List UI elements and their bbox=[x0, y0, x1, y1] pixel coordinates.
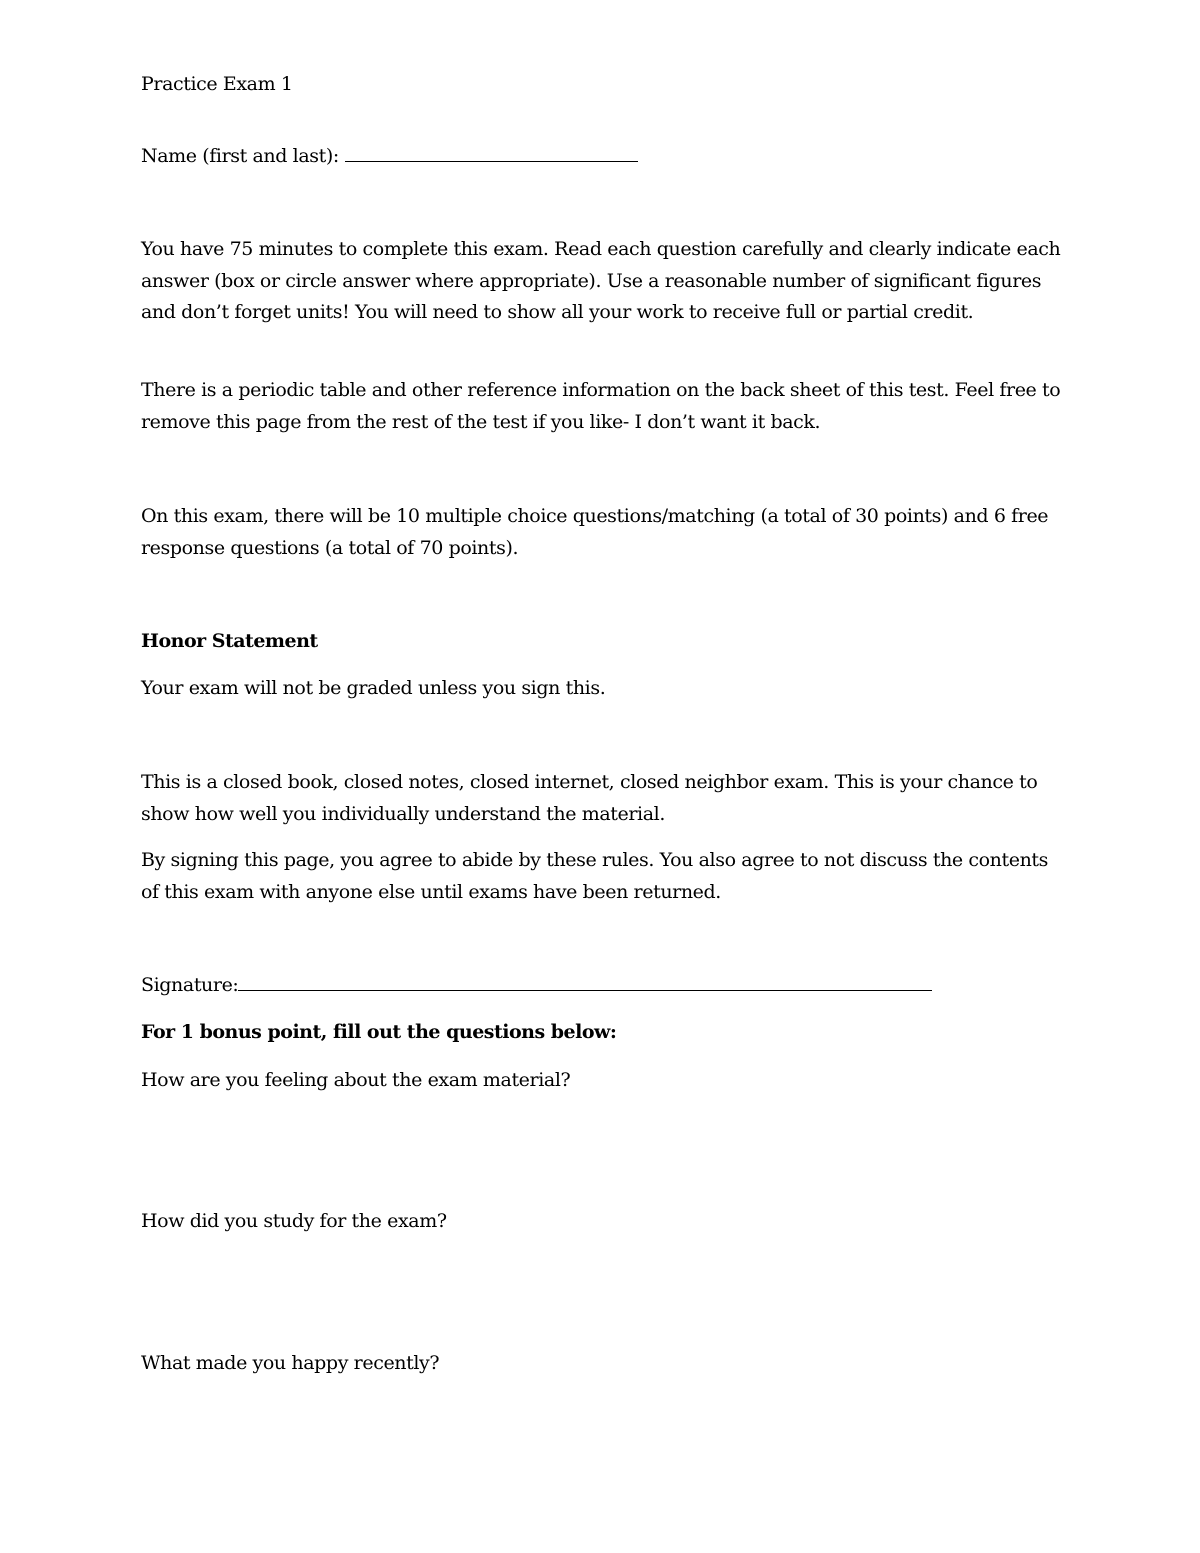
honor-agreement-paragraph: By signing this page, you agree to abide by these rules. You also agree to not discuss the contents of this exam with anyone else until exams have been returned. bbox=[141, 849, 1049, 903]
bonus-heading: For 1 bonus point, fill out the questions below: bbox=[141, 1021, 617, 1043]
exam-format-paragraph: On this exam, there will be 10 multiple choice questions/matching (a total of 30 points) and 6 free response questions (a total of 70 points). bbox=[141, 505, 1049, 559]
signature-blank-line[interactable] bbox=[238, 974, 932, 991]
bonus-question: What made you happy recently? bbox=[141, 1352, 440, 1374]
reference-note-paragraph: There is a periodic table and other reference information on the back sheet of this test. Feel free to remove this page from the rest of the test if you like- I don’t want it back. bbox=[141, 379, 1061, 433]
honor-statement-heading: Honor Statement bbox=[141, 630, 318, 652]
name-label: Name (first and last): bbox=[141, 145, 339, 167]
instructions-paragraph: You have 75 minutes to complete this exam. Read each question carefully and clearly indicate each answer (box or circle answer where appropriate). Use a reasonable number of significant figures and don’t forget units! You will need to show all your work to receive full or partial credit. bbox=[141, 238, 1061, 323]
exam-title: Practice Exam 1 bbox=[141, 73, 293, 95]
name-row bbox=[141, 141, 1071, 173]
bonus-question: How did you study for the exam? bbox=[141, 1210, 447, 1232]
honor-rules-paragraph: This is a closed book, closed notes, closed internet, closed neighbor exam. This is your chance to show how well you individually understand the material. bbox=[141, 771, 1038, 825]
grading-note: Your exam will not be graded unless you sign this. bbox=[141, 677, 606, 699]
signature-row bbox=[141, 970, 1071, 1002]
name-blank-line[interactable] bbox=[345, 145, 638, 162]
bonus-question: How are you feeling about the exam material? bbox=[141, 1069, 571, 1091]
signature-label: Signature: bbox=[141, 974, 239, 996]
